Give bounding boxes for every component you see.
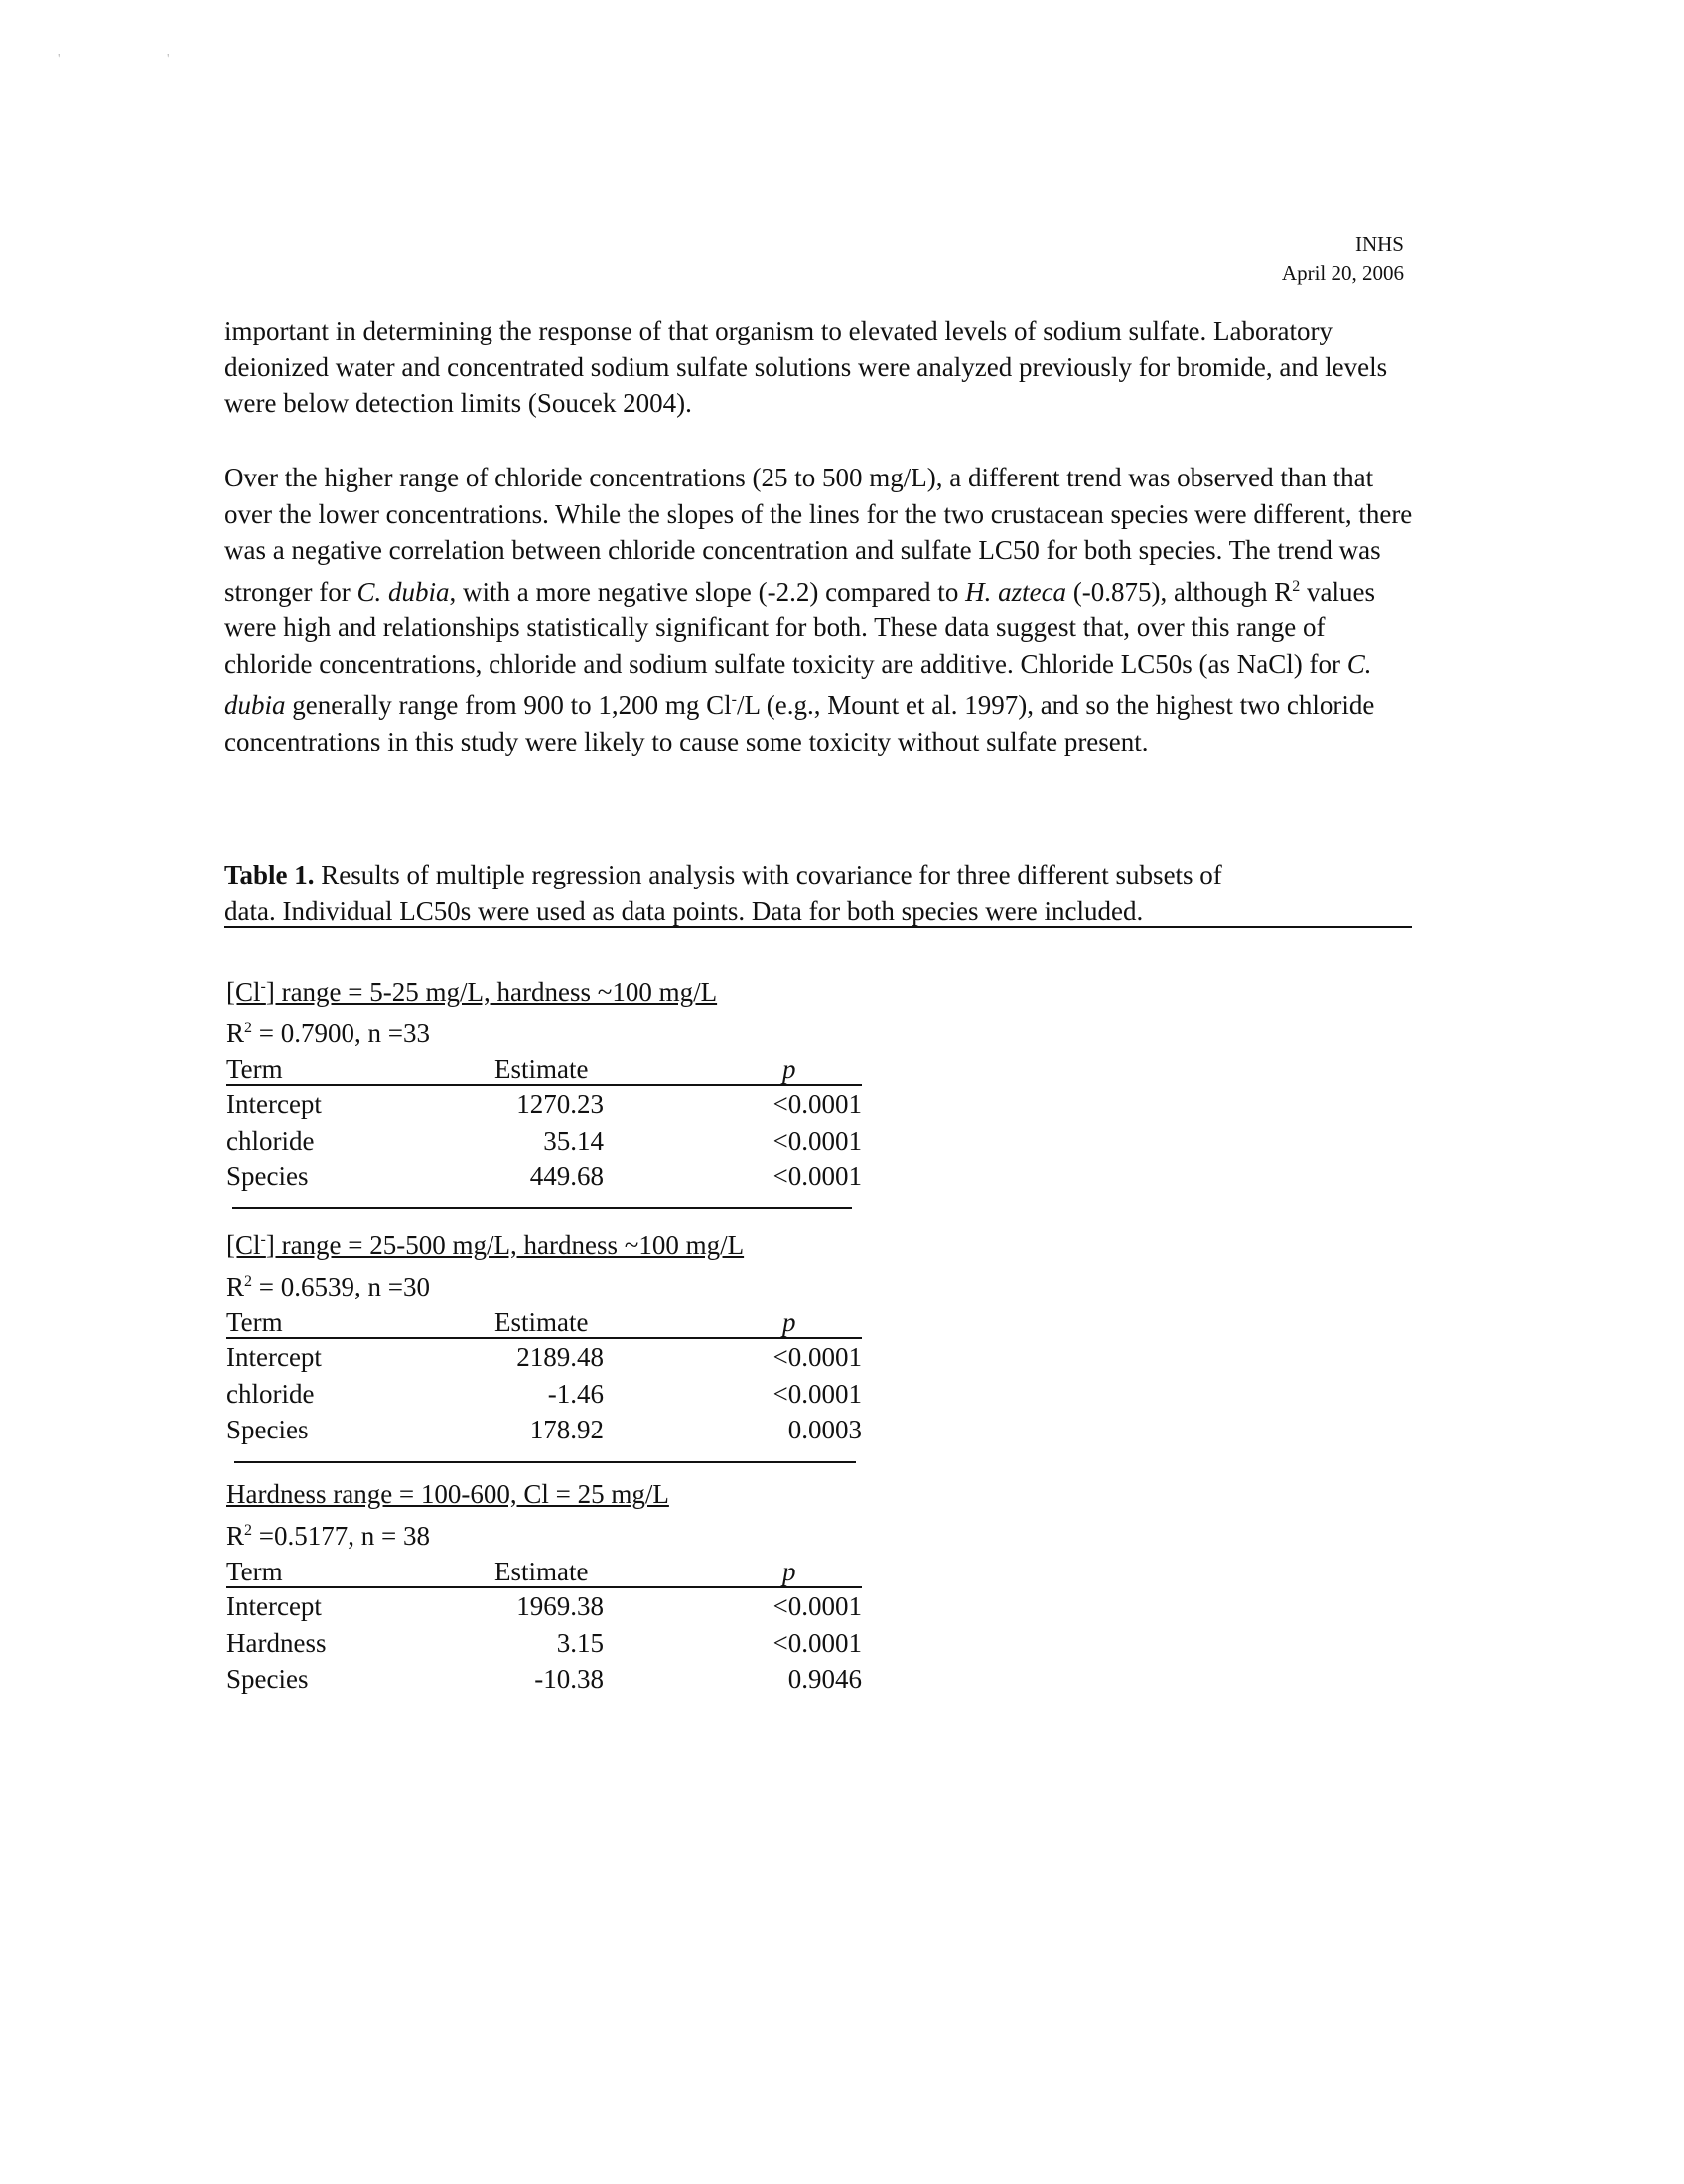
block-title: [Cl-] range = 5-25 mg/L, hardness ~100 mg/L <box>226 977 718 1007</box>
col-term-header: Term <box>226 1054 283 1084</box>
col-estimate-header: Estimate <box>494 1054 589 1084</box>
caption-line1: Results of multiple regression analysis with covariance for three different subsets of <box>321 860 1222 889</box>
table-header-row <box>226 1304 862 1339</box>
term-cell: Hardness <box>226 1627 327 1658</box>
estimate-cell: 1270.23 <box>516 1089 604 1119</box>
estimate-cell: -1.46 <box>547 1378 604 1409</box>
p-cell: <0.0001 <box>772 1089 862 1119</box>
block-stats: $R^2 =0.5177$, n = 38 <box>226 1520 430 1551</box>
block-divider <box>232 1207 852 1209</box>
paragraph-1: important in determining the response of that organism to elevated levels of sodium sulfate. Laboratory deionized water and concentrated sodium sulfate solutions were analyzed previously for bromide, and levels were below detection limits (Soucek 2004). <box>224 316 1388 418</box>
table-header-row <box>226 1051 862 1086</box>
col-p-header: p <box>782 1307 796 1337</box>
p-cell: <0.0001 <box>772 1627 862 1658</box>
col-term-header: Term <box>226 1307 283 1337</box>
term-cell: chloride <box>226 1125 315 1156</box>
block-stats: $R^2 = 0.6539$, n =30 <box>226 1271 430 1301</box>
col-p-header: p <box>782 1557 796 1586</box>
p-cell: <0.0001 <box>772 1378 862 1409</box>
table-row <box>226 1123 862 1160</box>
col-p-header: p <box>782 1054 796 1084</box>
estimate-cell: -10.38 <box>534 1664 604 1694</box>
term-cell: Intercept <box>226 1591 322 1621</box>
table-row <box>226 1625 862 1662</box>
term-cell: chloride <box>226 1378 315 1409</box>
term-cell: Intercept <box>226 1342 322 1372</box>
table-caption <box>224 857 1416 929</box>
p-cell: <0.0001 <box>772 1591 862 1621</box>
estimate-cell: 3.15 <box>556 1627 604 1658</box>
col-estimate-header: Estimate <box>494 1557 589 1586</box>
p-cell: <0.0001 <box>772 1125 862 1156</box>
regression-block-1 <box>226 969 862 1195</box>
col-term-header: Term <box>226 1557 283 1586</box>
estimate-cell: 449.68 <box>529 1161 604 1191</box>
table-header-row <box>226 1554 862 1588</box>
paragraph-2 <box>224 460 1416 759</box>
col-estimate-header: Estimate <box>494 1307 589 1337</box>
term-cell: Intercept <box>226 1089 322 1119</box>
caption-line2: data. Individual LC50s were used as data points. Data for both species were included. <box>224 896 1412 928</box>
estimate-cell: 2189.48 <box>516 1342 604 1372</box>
term-cell: Species <box>226 1161 309 1191</box>
block-divider <box>234 1461 856 1463</box>
estimate-cell: 1969.38 <box>516 1591 604 1621</box>
paragraph-2-text: Over the higher range of chloride concentrations (25 to 500 mg/L), a different trend was observed than that over the lower concentrations. While the slopes of the lines for the two crustacean species were different, there was a negative correlation between chloride concentration and sulfate LC50 for both species. The trend was stronger for C. dubia, with a more negative slope (-2.2) compared to H. azteca (-0.875), although $R^2$ values were high and relationships statistically significant for both. These data suggest that, over this range of chloride concentrations, chloride and sodium sulfate toxicity are additive. Chloride LC50s (as NaCl) for C. dubia generally range from 900 to 1,200 mg Cl-/L (e.g., Mount et al. 1997), and so the highest two chloride concentrations in this study were likely to cause some toxicity without sulfate present. <box>224 463 1413 756</box>
scan-speck: ' <box>167 52 170 67</box>
table-row <box>226 1086 862 1123</box>
table-row <box>226 1661 862 1698</box>
table-row <box>226 1339 862 1376</box>
page-header <box>1282 230 1404 288</box>
estimate-cell: 35.14 <box>543 1125 604 1156</box>
regression-block-2 <box>226 1222 862 1448</box>
table-row <box>226 1159 862 1195</box>
block-title: [Cl-] range = 25-500 mg/L, hardness ~100 mg/L <box>226 1230 745 1260</box>
table-row <box>226 1412 862 1448</box>
term-cell: Species <box>226 1415 309 1444</box>
table-label: Table 1. <box>224 860 315 889</box>
p-cell: <0.0001 <box>772 1342 862 1372</box>
p-cell: 0.0003 <box>787 1415 862 1444</box>
table-row <box>226 1376 862 1413</box>
regression-block-3 <box>226 1476 862 1698</box>
header-org: INHS <box>1354 232 1404 256</box>
p-cell: 0.9046 <box>787 1664 862 1694</box>
estimate-cell: 178.92 <box>529 1415 604 1444</box>
block-stats: $R^2 = 0.7900$, n =33 <box>226 1018 430 1048</box>
block-title: Hardness range = 100-600, Cl = 25 mg/L <box>226 1479 669 1509</box>
term-cell: Species <box>226 1664 309 1694</box>
scan-speck: ' <box>58 52 61 67</box>
p-cell: <0.0001 <box>772 1161 862 1191</box>
header-date: April 20, 2006 <box>1281 261 1404 285</box>
table-row <box>226 1588 862 1625</box>
